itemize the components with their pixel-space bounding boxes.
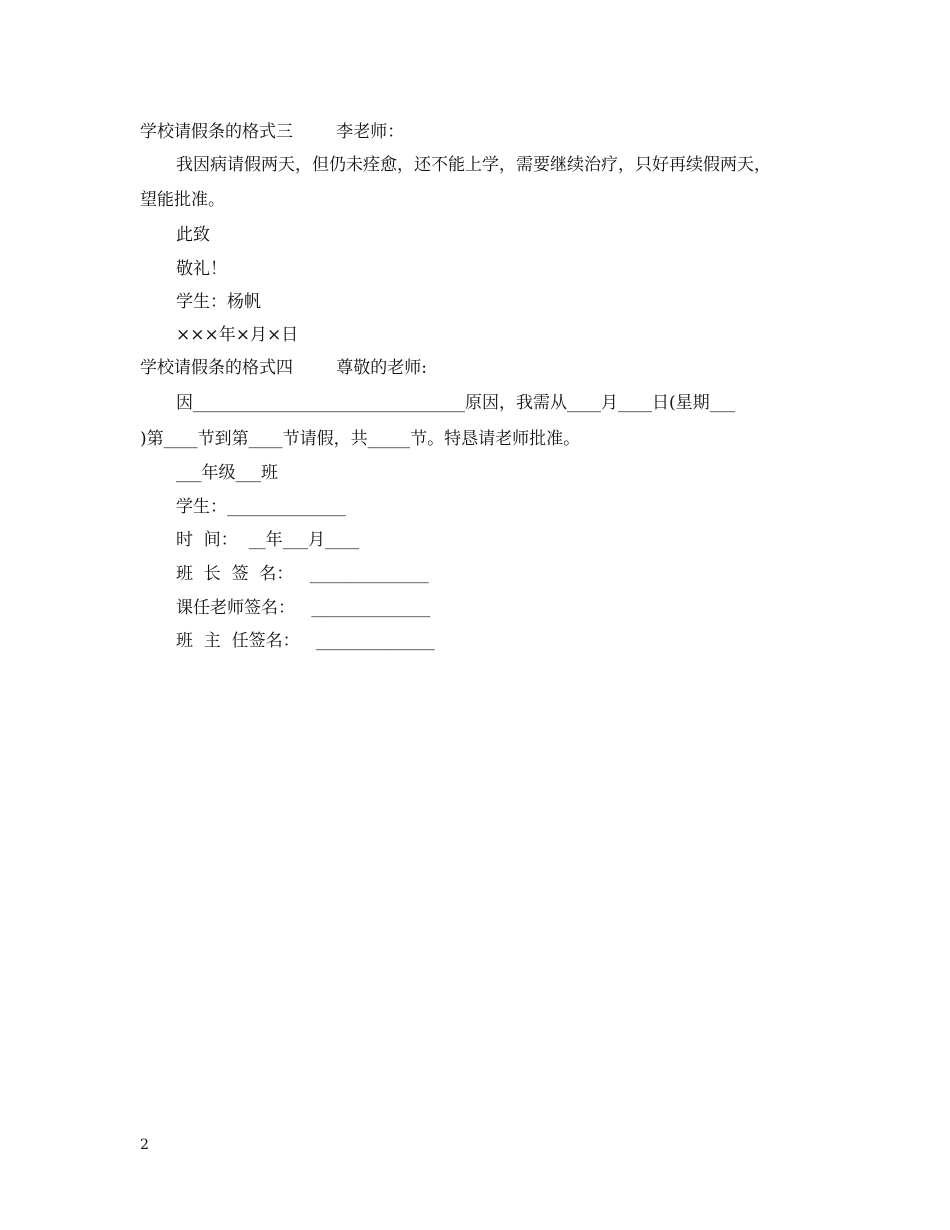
section4-monitor-sign: 班 长 签 名： ______________ (176, 564, 429, 584)
section3-heading: 学校请假条的格式三 李老师： (140, 122, 405, 142)
section3-closing1: 此致 (176, 225, 210, 245)
section3-date: ×××年×月×日 (176, 325, 299, 345)
section3-body-line1: 我因病请假两天，但仍未痊愈，还不能上学，需要继续治疗，只好再续假两天， (176, 155, 771, 175)
section3-closing2: 敬礼！ (176, 259, 227, 279)
section3-signature: 学生：杨帆 (176, 292, 261, 312)
section4-student: 学生：______________ (176, 497, 346, 517)
section3-body-line2: 望能批准。 (140, 190, 225, 210)
page-number: 2 (140, 1137, 149, 1153)
section4-body-line2: )第____节到第____节请假，共_____节。特恳请老师批准。 (140, 429, 581, 449)
section4-body-line1: 因________________________________原因，我需从____月____日(星期___ (176, 393, 736, 413)
section4-head-teacher-sign: 班 主 任签名： ______________ (176, 631, 435, 651)
section4-grade-class: ___年级___班 (176, 463, 278, 483)
section4-time: 时 间： __年___月____ (176, 530, 360, 550)
section4-heading: 学校请假条的格式四 尊敬的老师: (140, 358, 427, 378)
section4-teacher-sign: 课任老师签名： ______________ (176, 598, 431, 618)
